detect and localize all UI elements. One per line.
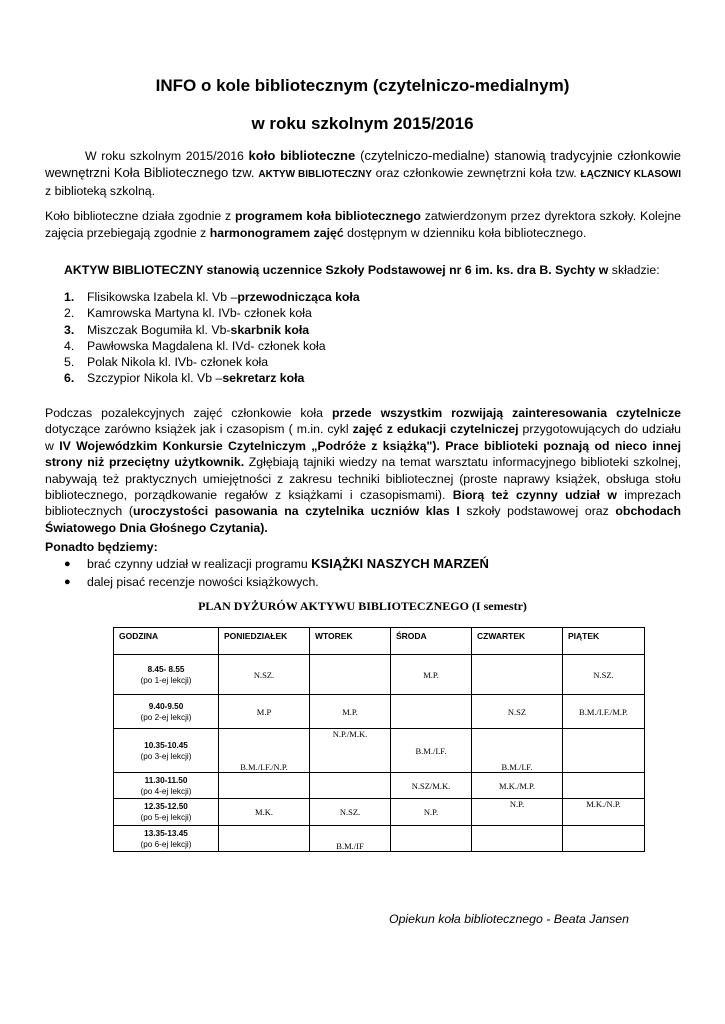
list-number: 5. (64, 355, 75, 370)
duty-cell (563, 773, 645, 799)
members-list (64, 289, 360, 387)
ponadto-heading: Ponadto będziemy: (45, 540, 158, 554)
member-role: skarbnik koła (230, 322, 310, 337)
lesson-label: (po 2-ej lekcji) (140, 712, 192, 722)
time-cell (114, 773, 219, 799)
time-cell (114, 729, 219, 773)
duty-cell: B.M./I.F./M.P. (563, 695, 645, 729)
list-number: 1. (64, 290, 75, 304)
member-name: Miszczak Bogumiła kl. Vb- (87, 322, 231, 337)
duty-cell: N.P. (391, 799, 472, 826)
lesson-label: (po 6-ej lekcji) (140, 839, 192, 849)
duty-cell (219, 826, 310, 852)
table-row (114, 655, 645, 695)
header-cell: ŚRODA (391, 628, 472, 655)
header-cell: PIĄTEK (563, 628, 645, 655)
list-item (64, 289, 360, 305)
header-cell: CZWARTEK (472, 628, 563, 655)
duty-cell: N.SZ/M.K. (391, 773, 472, 799)
member-name: Szczypior Nikola kl. Vb – (87, 371, 223, 386)
member-name: Flisikowska Izabela kl. Vb – (87, 290, 238, 304)
document-title: INFO o kole bibliotecznym (czytelniczo-medialnym) (155, 76, 570, 95)
duty-cell (472, 655, 563, 695)
time-cell (114, 695, 219, 729)
list-item (64, 305, 360, 321)
time-range: 8.45- 8.55 (147, 664, 185, 674)
duty-cell (472, 826, 563, 852)
bullet-icon: ● (64, 576, 71, 588)
table-row (114, 826, 645, 852)
duty-cell (310, 773, 391, 799)
list-item: ● brać czynny udział w realizacji programu KSIĄŻKI NASZYCH MARZEŃ (64, 556, 489, 571)
time-cell (114, 655, 219, 695)
time-range: 12.35-12.50 (144, 802, 188, 811)
schedule-title: PLAN DYŻURÓW AKTYWU BIBLIOTECZNEGO (I semestr) (198, 599, 527, 613)
intro-paragraph: W roku szkolnym 2015/2016 koło biblioteczne (czytelniczo-medialne) stanowią tradycyjnie członkowie wewnętrzni Koła Bibliotecznego tzw. AKTYW BIBLIOTECZNY oraz członkowie zewnętrzni koła tzw. ŁĄCZNICY KLASOWI z biblioteką szkolną. (45, 148, 682, 198)
duty-cell: M.K./N.P. (563, 799, 645, 826)
list-number: 6. (64, 371, 75, 386)
duty-cell: B.M./IF (310, 826, 391, 852)
program-paragraph: Koło biblioteczne działa zgodnie z programem koła bibliotecznego zatwierdzonym przez dyrektora szkoły. Kolejne zajęcia przebiegają zgodnie z harmonogramem zajęć dostępnym w dzienniku koła bibliotecznego. (45, 209, 682, 240)
duty-cell: M.P (219, 695, 310, 729)
duty-cell: N.P./M.K. (310, 729, 391, 773)
duty-cell (219, 773, 310, 799)
duty-cell (391, 695, 472, 729)
time-cell (114, 826, 219, 852)
table-row (114, 773, 645, 799)
list-item (64, 338, 360, 354)
lesson-label: (po 5-ej lekcji) (140, 813, 192, 822)
activities-paragraph: Podczas pozalekcyjnych zajęć członkowie koła przede wszystkim rozwijają zainteresowania czytelnicze dotyczące zarówno książek jak i czasopism ( m.in. cykl zajęć z edukacji czytelniczej przygotowujących do udziału w IV Wojewódzkim Konkursie Czytelniczym „Podróże z książką"). Prace biblioteki poznają od nieco innej strony niż przeciętny użytkownik. Zgłębiają tajniki wiedzy na temat warsztatu informacyjnego biblioteki szkolnej, nabywają też praktycznych umiejętności z zakresu techniki bibliotecznej (proste naprawy książek, obsługa stołu bibliotecznego, porządkowanie regałów z książkami i czasopismami). Biorą też czynny udział w imprezach bibliotecznych (uroczystości pasowania na czytelnika uczniów klas I szkoły podstawowej oraz obchodach Światowego Dnia Głośnego Czytania). (45, 406, 682, 535)
duty-cell: B.M./I.F./N.P. (219, 729, 310, 773)
duty-cell (563, 826, 645, 852)
lesson-label: (po 3-ej lekcji) (140, 751, 192, 761)
list-item (64, 370, 360, 386)
header-cell: GODZINA (114, 628, 219, 655)
member-name: Polak Nikola kl. IVb- członek koła (87, 355, 269, 370)
duty-cell: M.P. (310, 695, 391, 729)
member-name: Kamrowska Martyna kl. IVb- członek koła (87, 306, 312, 321)
ponadto-list (64, 555, 489, 591)
list-item (64, 322, 360, 338)
list-number: 4. (64, 338, 75, 353)
duty-cell: M.P. (391, 655, 472, 695)
duty-cell: N.SZ. (310, 799, 391, 826)
list-number: 3. (64, 322, 75, 337)
lesson-label: (po 4-ej lekcji) (140, 786, 192, 796)
aktyw-heading: AKTYW BIBLIOTECZNY stanowią uczennice Szkoły Podstawowej nr 6 im. ks. dra B. Sychty w składzie: (64, 263, 660, 277)
duty-cell: N.SZ (472, 695, 563, 729)
time-range: 11.30-11.50 (144, 775, 188, 785)
list-number: 2. (64, 306, 75, 321)
member-name: Pawłowska Magdalena kl. IVd- członek koła (87, 338, 326, 353)
duty-cell: M.K./M.P. (472, 773, 563, 799)
member-role: sekretarz koła (222, 371, 305, 386)
lesson-label: (po 1-ej lekcji) (140, 675, 192, 685)
time-cell (114, 799, 219, 826)
member-role: przewodnicząca koła (237, 290, 360, 304)
schedule-table (113, 627, 645, 852)
duty-cell: B.M./I.F. (472, 729, 563, 773)
time-range: 9.40-9.50 (148, 701, 184, 711)
duty-cell: N.SZ. (219, 655, 310, 695)
duty-cell (310, 655, 391, 695)
duty-cell: N.SZ. (563, 655, 645, 695)
duty-cell: B.M./I.F. (391, 729, 472, 773)
list-item: ● dalej pisać recenzje nowości książkowych. (64, 575, 319, 589)
time-range: 13.35-13.45 (144, 828, 188, 838)
duty-cell: M.K. (219, 799, 310, 826)
duty-cell: N.P. (472, 799, 563, 826)
bullet-icon: ● (64, 558, 71, 570)
signature: Opiekun koła bibliotecznego - Beata Jansen (389, 912, 629, 926)
table-row (114, 695, 645, 729)
time-range: 10.35-10.45 (144, 740, 188, 750)
table-row (114, 799, 645, 826)
duty-cell (391, 826, 472, 852)
table-row (114, 729, 645, 773)
table-header-row (114, 628, 645, 655)
header-cell: WTOREK (310, 628, 391, 655)
document-subtitle: w roku szkolnym 2015/2016 (251, 114, 474, 133)
duty-cell (563, 729, 645, 773)
header-cell: PONIEDZIAŁEK (219, 628, 310, 655)
list-item (64, 354, 360, 370)
